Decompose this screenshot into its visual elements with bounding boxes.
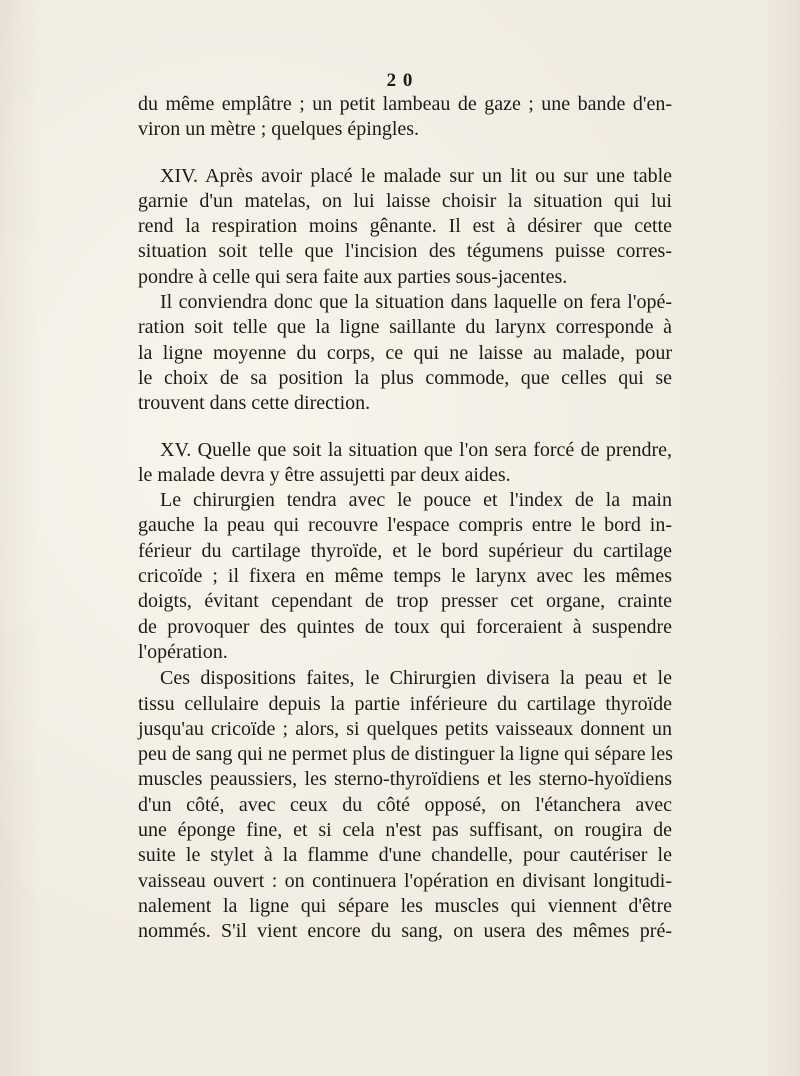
text-line: nalement la ligne qui sépare les muscles qui viennent d'être (138, 894, 672, 917)
text-line: de provoquer des quintes de toux qui forceraient à suspendre (138, 615, 672, 638)
text-line: vaisseau ouvert : on continuera l'opération en divisant longitudi- (138, 869, 672, 892)
text-line: XIV. Après avoir placé le malade sur un lit ou sur une table (160, 164, 672, 187)
text-line: doigts, évitant cependant de trop presser cet organe, crainte (138, 590, 672, 613)
text-line: peu de sang qui ne permet plus de distinguer la ligne qui sépare les (138, 743, 673, 766)
text-line: une éponge fine, et si cela n'est pas suffisant, on rougira de (138, 819, 672, 842)
paragraph-3 (138, 290, 672, 416)
text-line: Le chirurgien tendra avec le pouce et l'index de la main (160, 489, 672, 512)
text-line: pondre à celle qui sera faite aux parties sous-jacentes. (138, 265, 568, 288)
text-line: Ces dispositions faites, le Chirurgien divisera la peau et le (160, 667, 672, 690)
text-line: le choix de sa position la plus commode, que celles qui se (138, 366, 672, 389)
text-line: férieur du cartilage thyroïde, et le bord supérieur du cartilage (138, 539, 672, 562)
paragraph-1 (138, 92, 672, 143)
text-line: l'opération. (138, 640, 228, 663)
text-line: suite le stylet à la flamme d'une chandelle, pour cautériser le (138, 844, 672, 867)
paragraph-gap (138, 417, 672, 438)
page-number: 2 0 (386, 70, 414, 91)
text-line: ration soit telle que la ligne saillante du larynx corresponde à (138, 316, 672, 339)
paragraph-4 (138, 438, 672, 489)
text-line: gauche la peau qui recouvre l'espace compris entre le bord in- (138, 514, 672, 537)
text-line: tissu cellulaire depuis la partie inférieure du cartilage thyroïde (138, 692, 672, 715)
text-line: jusqu'au cricoïde ; alors, si quelques petits vaisseaux donnent un (138, 717, 672, 740)
text-line: d'un côté, avec ceux du côté opposé, on l'étanchera avec (138, 793, 672, 816)
text-line: XV. Quelle que soit la situation que l'on sera forcé de prendre, (160, 438, 672, 461)
text-line: rend la respiration moins gênante. Il est à désirer que cette (138, 215, 672, 238)
paragraph-6 (138, 666, 672, 944)
text-line: du même emplâtre ; un petit lambeau de gaze ; une bande d'en- (138, 93, 672, 115)
text-line: garnie d'un matelas, on lui laisse choisir la situation qui lui (138, 189, 672, 212)
text-line: muscles peaussiers, les sterno-thyroïdiens et les sterno-hyoïdiens (138, 768, 672, 791)
paragraph-5 (138, 488, 672, 665)
paragraph-gap (138, 143, 672, 164)
text-line: le malade devra y être assujetti par deux aides. (138, 463, 511, 486)
text-line: viron un mètre ; quelques épingles. (138, 118, 420, 141)
text-line: situation soit telle que l'incision des tégumens puisse corres- (138, 240, 672, 263)
text-line: nommés. S'il vient encore du sang, on usera des mêmes pré- (138, 920, 672, 943)
body-text (138, 92, 672, 945)
text-line: trouvent dans cette direction. (138, 392, 371, 415)
text-line: la ligne moyenne du corps, ce qui ne laisse au malade, pour (138, 341, 672, 364)
paragraph-2 (138, 164, 672, 290)
text-line: Il conviendra donc que la situation dans laquelle on fera l'opé- (160, 291, 672, 314)
text-line: cricoïde ; il fixera en même temps le larynx avec les mêmes (138, 565, 672, 588)
